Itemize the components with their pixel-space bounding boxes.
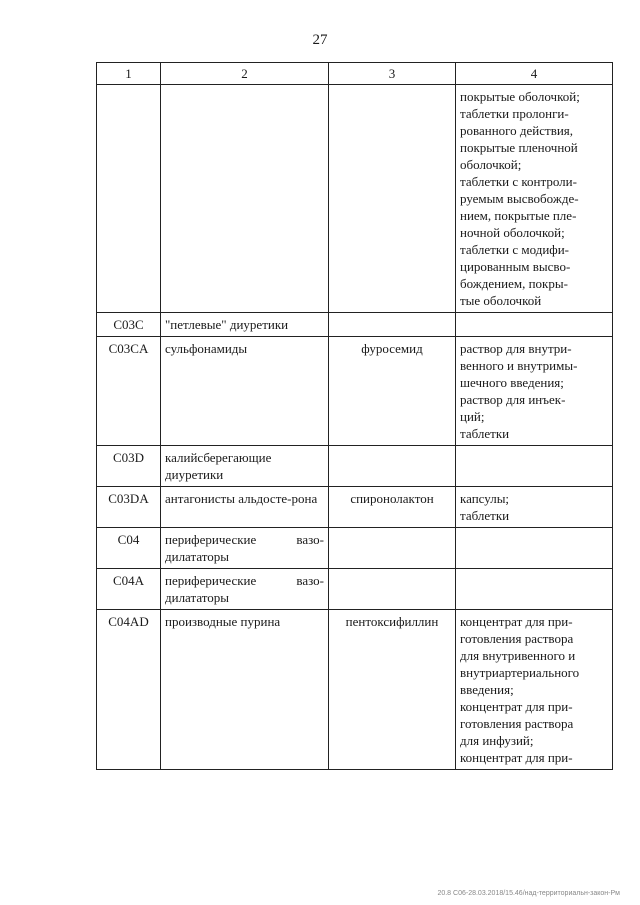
atc-code-cell: C04A <box>97 569 161 610</box>
column-header-2: 2 <box>161 63 329 85</box>
drug-name-cell <box>329 446 456 487</box>
drug-name-cell <box>329 313 456 337</box>
drug-name-cell: фуросемид <box>329 337 456 446</box>
group-name-cell: сульфонамиды <box>161 337 329 446</box>
medication-table <box>96 62 613 770</box>
atc-code-cell: C03DA <box>97 487 161 528</box>
dosage-form-cell <box>456 528 613 569</box>
document-footer-stamp: 20.8 С06-28.03.2018/15.46/над-территориальн-закон-Рм <box>437 890 620 897</box>
table-row <box>97 446 613 487</box>
table-row <box>97 610 613 770</box>
page-number: 27 <box>312 32 328 48</box>
column-header-1: 1 <box>97 63 161 85</box>
group-name-cell: производные пурина <box>161 610 329 770</box>
atc-code-cell: C03CA <box>97 337 161 446</box>
drug-name-cell <box>329 528 456 569</box>
atc-code-cell: C04 <box>97 528 161 569</box>
table-row <box>97 528 613 569</box>
atc-code-cell: C03C <box>97 313 161 337</box>
table-row <box>97 337 613 446</box>
group-name-cell: антагонисты альдосте-рона <box>161 487 329 528</box>
table-row <box>97 313 613 337</box>
dosage-form-cell: раствор для внутри- венного и внутримы- шечного введения; раствор для инъек- ций; таблетки <box>456 337 613 446</box>
dosage-form-cell: концентрат для при- готовления раствора для внутривенного и внутриартериального введения; концентрат для при- готовления раствора для инфузий; концентрат для при- <box>456 610 613 770</box>
column-header-3: 3 <box>329 63 456 85</box>
atc-code-cell: C04AD <box>97 610 161 770</box>
column-header-4: 4 <box>456 63 613 85</box>
dosage-form-cell <box>456 569 613 610</box>
group-name-cell <box>161 85 329 313</box>
table-row <box>97 85 613 313</box>
dosage-form-cell: капсулы; таблетки <box>456 487 613 528</box>
group-name-cell: калийсберегающие диуретики <box>161 446 329 487</box>
drug-name-cell <box>329 85 456 313</box>
drug-name-cell: пентоксифиллин <box>329 610 456 770</box>
dosage-form-cell: покрытые оболочкой; таблетки пролонги- рованного действия, покрытые пленочной оболочкой; таблетки с контроли- руемым высвобожде- нием, покрытые пле- ночной оболочкой; таблетки с модифи- цированным высво- бождением, покры- тые оболочкой <box>456 85 613 313</box>
group-name-cell: периферические вазо-дилататоры <box>161 528 329 569</box>
drug-name-cell <box>329 569 456 610</box>
group-name-cell: периферические вазо-дилататоры <box>161 569 329 610</box>
table-header-row <box>97 63 613 85</box>
drug-name-cell: спиронолактон <box>329 487 456 528</box>
atc-code-cell: C03D <box>97 446 161 487</box>
table-row <box>97 569 613 610</box>
atc-code-cell <box>97 85 161 313</box>
dosage-form-cell <box>456 313 613 337</box>
group-name-cell: "петлевые" диуретики <box>161 313 329 337</box>
table-row <box>97 487 613 528</box>
dosage-form-cell <box>456 446 613 487</box>
